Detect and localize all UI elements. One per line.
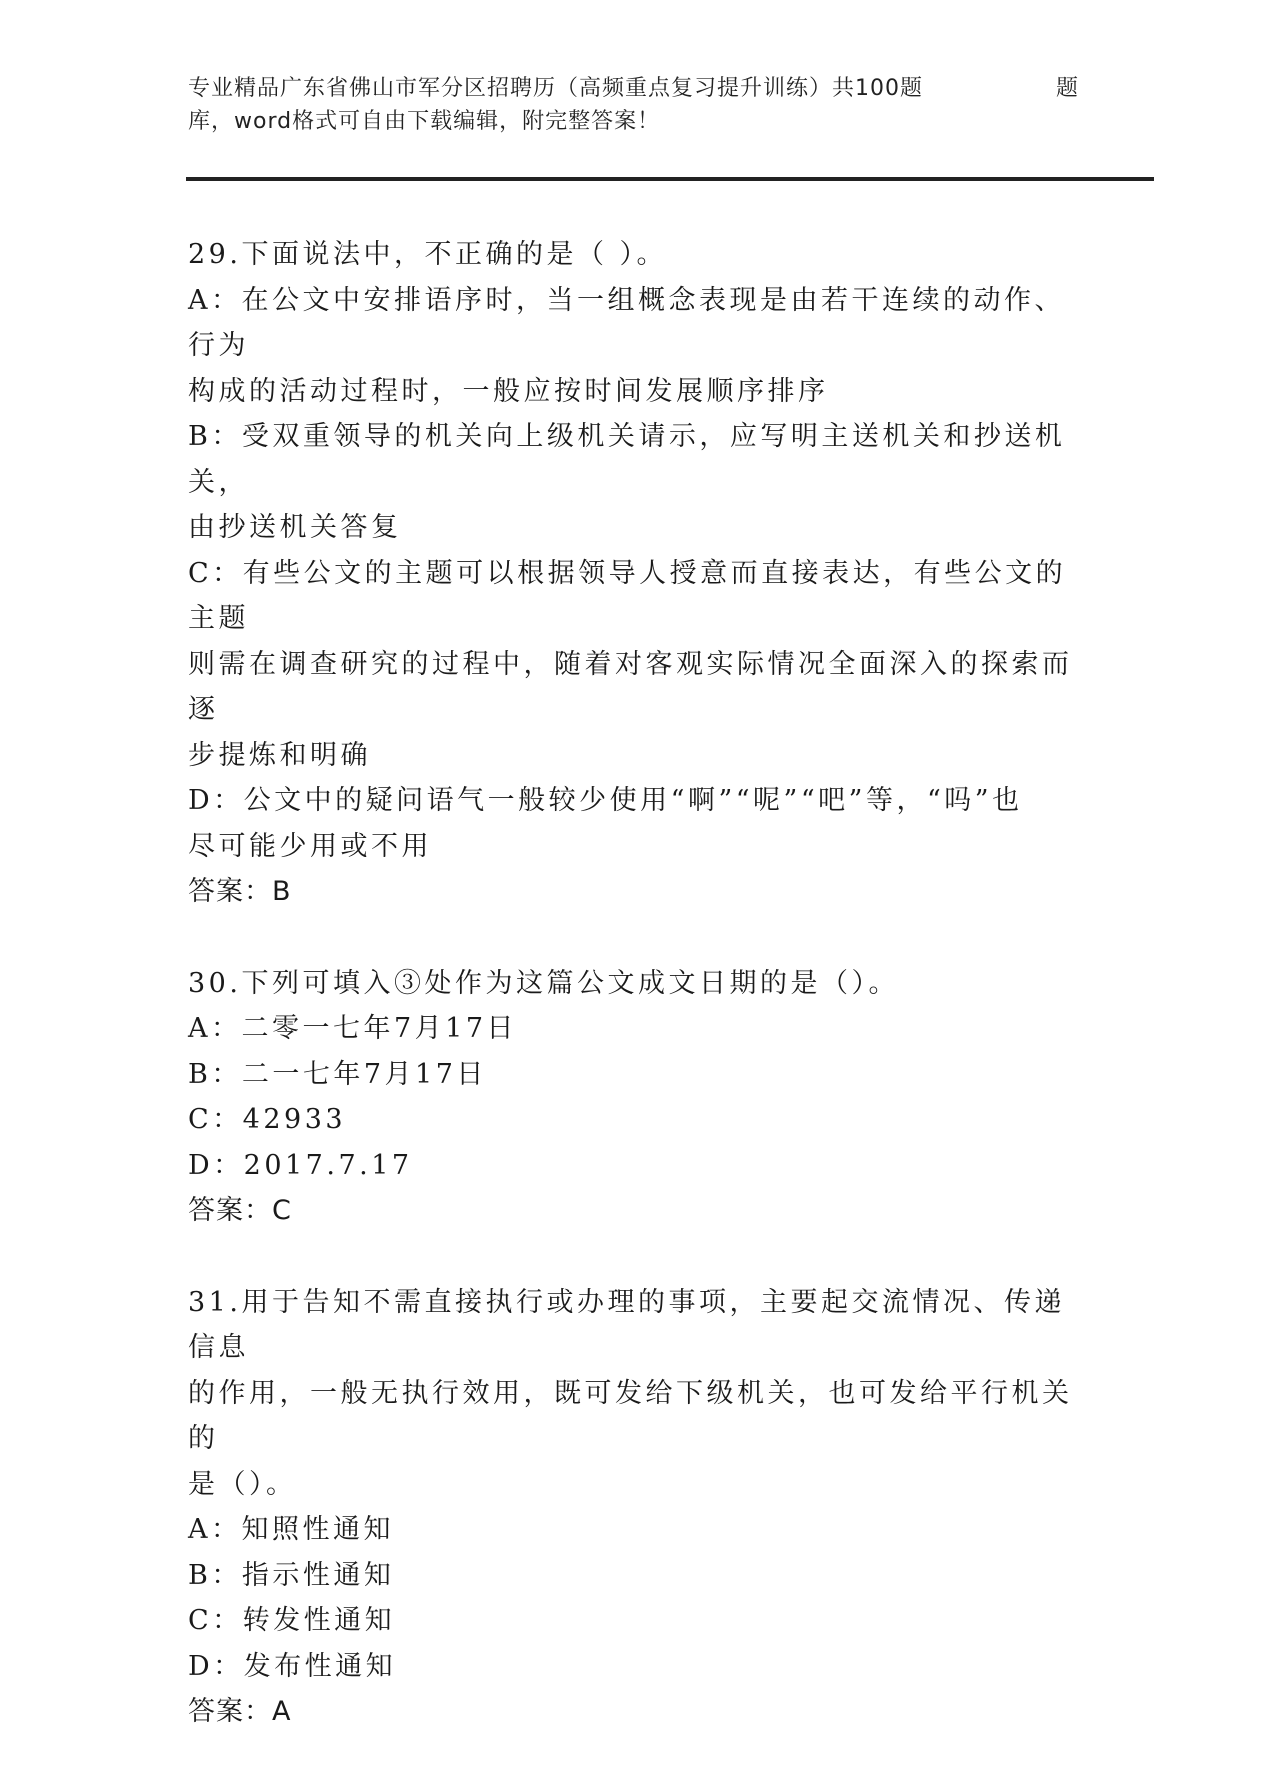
option-line: B：受双重领导的机关向上级机关请示，应写明主送机关和抄送机关，: [188, 421, 1066, 498]
option-c: C：转发性通知: [188, 1605, 396, 1636]
option-line: 步提炼和明确: [188, 739, 371, 771]
question-30: [188, 961, 1088, 1234]
option-d: D：2017.7.17: [188, 1149, 413, 1181]
question-text: 29.下面说法中，不正确的是（ ）。: [188, 239, 668, 270]
option-a: [188, 278, 1088, 415]
question-line: 31.用于告知不需直接执行或办理的事项，主要起交流情况、传递信息: [188, 1286, 1065, 1363]
option-line: 由抄送机关答复: [188, 512, 402, 543]
question-29: [188, 232, 1088, 915]
option-line: C：有些公文的主题可以根据领导人授意而直接表达，有些公文的主题: [188, 557, 1067, 634]
answer: 答案：A: [188, 1696, 292, 1727]
option-b: B：二一七年7月17日: [188, 1058, 487, 1090]
option-line: 尽可能少用或不用: [188, 830, 432, 862]
answer: 答案：B: [188, 876, 292, 907]
option-a: A：知照性通知: [188, 1514, 394, 1545]
option-line: A：在公文中安排语序时，当一组概念表现是由若干连续的动作、行为: [188, 284, 1065, 361]
option-c: C：42933: [188, 1104, 347, 1135]
header-title-end: 题: [1056, 76, 1080, 101]
question-line: 的作用，一般无执行效用，既可发给下级机关，也可发给平行机关的: [188, 1377, 1073, 1454]
question-31: [188, 1280, 1088, 1735]
option-line: 则需在调查研究的过程中，随着对客观实际情况全面深入的探索而逐: [188, 648, 1073, 725]
header-title-line-2: 库，word格式可自由下载编辑，附完整答案！: [188, 109, 661, 134]
question-text: [188, 1280, 1088, 1508]
answer: 答案：C: [188, 1195, 292, 1226]
option-c: [188, 551, 1088, 779]
question-list: [188, 232, 1088, 1781]
option-b: B：指示性通知: [188, 1559, 395, 1591]
header-divider: [186, 177, 1154, 181]
header-title-line-1: [188, 72, 1078, 105]
option-a: A：二零一七年7月17日: [188, 1013, 518, 1044]
question-line: 是（）。: [188, 1468, 297, 1500]
option-line: D：公文中的疑问语气一般较少使用“啊”“呢”“吧”等，“吗”也: [188, 785, 1023, 816]
document-header: [188, 72, 1078, 138]
option-d: [188, 778, 1088, 869]
option-line: 构成的活动过程时，一般应按时间发展顺序排序: [188, 375, 829, 407]
option-b: [188, 414, 1088, 551]
header-title-text: 专业精品广东省佛山市军分区招聘历（高频重点复习提升训练）共100题: [188, 76, 923, 101]
option-d: D：发布性通知: [188, 1650, 397, 1682]
question-text: 30.下列可填入③处作为这篇公文成文日期的是（）。: [188, 967, 899, 999]
